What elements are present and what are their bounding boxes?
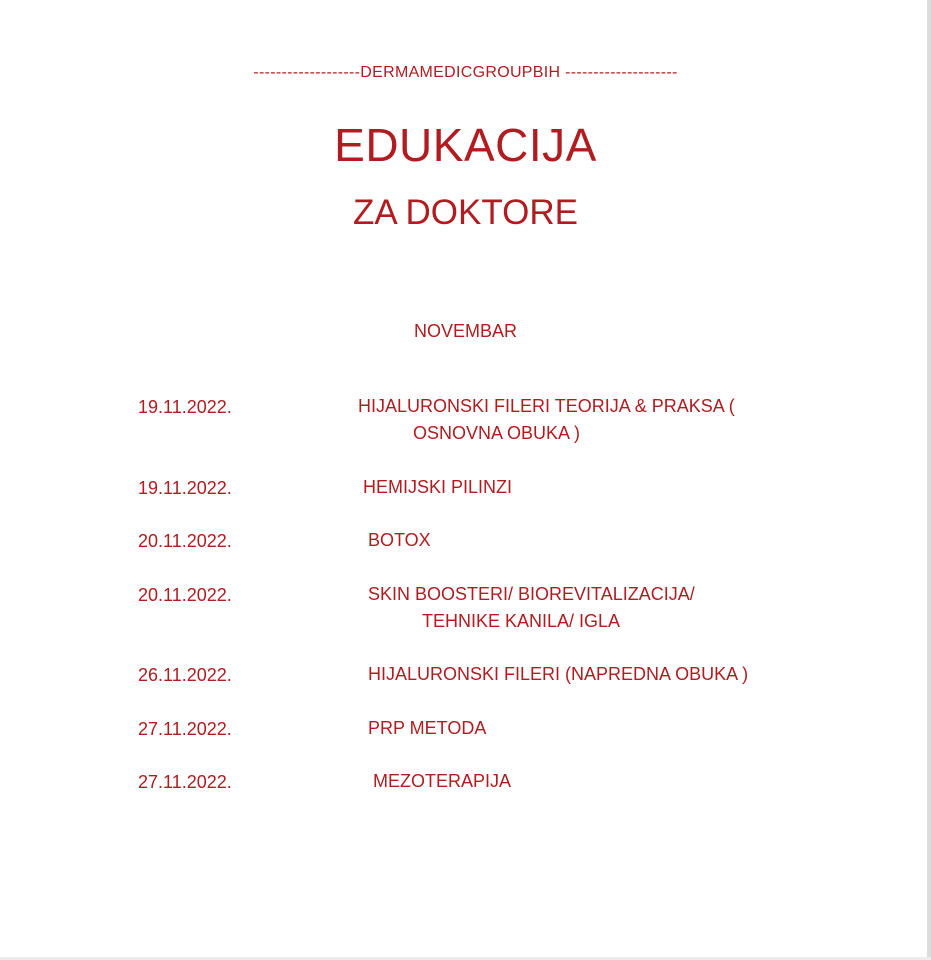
schedule-event-2-line1: HEMIJSKI PILINZI [363,477,513,497]
schedule-event-6 [368,715,486,742]
schedule-event-4 [368,581,695,635]
schedule-event-1-line1: HIJALURONSKI FILERI TEORIJA & PRAKSA ( [358,396,735,416]
schedule-date-5: 26.11.2022. [138,665,232,685]
schedule-event-3-line1: BOTOX [368,530,431,550]
page-title: EDUKACIJA [334,119,597,171]
header-company-line: -------------------DERMAMEDICGROUPBIH -------------------- [253,64,678,81]
schedule-date-6: 27.11.2022. [138,719,232,739]
schedule-event-5 [368,661,748,688]
schedule-event-1-line2: OSNOVNA OBUKA ) [413,423,581,443]
schedule-event-4-line1: SKIN BOOSTERI/ BIOREVITALIZACIJA/ [368,584,695,604]
month-heading: NOVEMBAR [413,321,518,341]
schedule-event-4-line2: TEHNIKE KANILA/ IGLA [422,611,621,631]
schedule-event-6-line1: PRP METODA [368,718,487,738]
schedule-event-7 [373,768,511,795]
schedule-event-2 [363,474,512,501]
page-edge-shadow [927,0,931,960]
page-subtitle: ZA DOKTORE [353,193,578,232]
schedule-event-1 [358,393,735,447]
schedule-date-7: 27.11.2022. [138,772,232,792]
schedule-event-5-line1: HIJALURONSKI FILERI (NAPREDNA OBUKA ) [368,664,749,684]
schedule-date-3: 20.11.2022. [138,531,232,551]
schedule-event-7-line1: MEZOTERAPIJA [373,771,512,791]
schedule-date-1: 19.11.2022. [138,397,232,417]
schedule-event-3 [368,527,431,554]
schedule-date-4: 20.11.2022. [138,585,232,605]
schedule-date-2: 19.11.2022. [138,478,232,498]
